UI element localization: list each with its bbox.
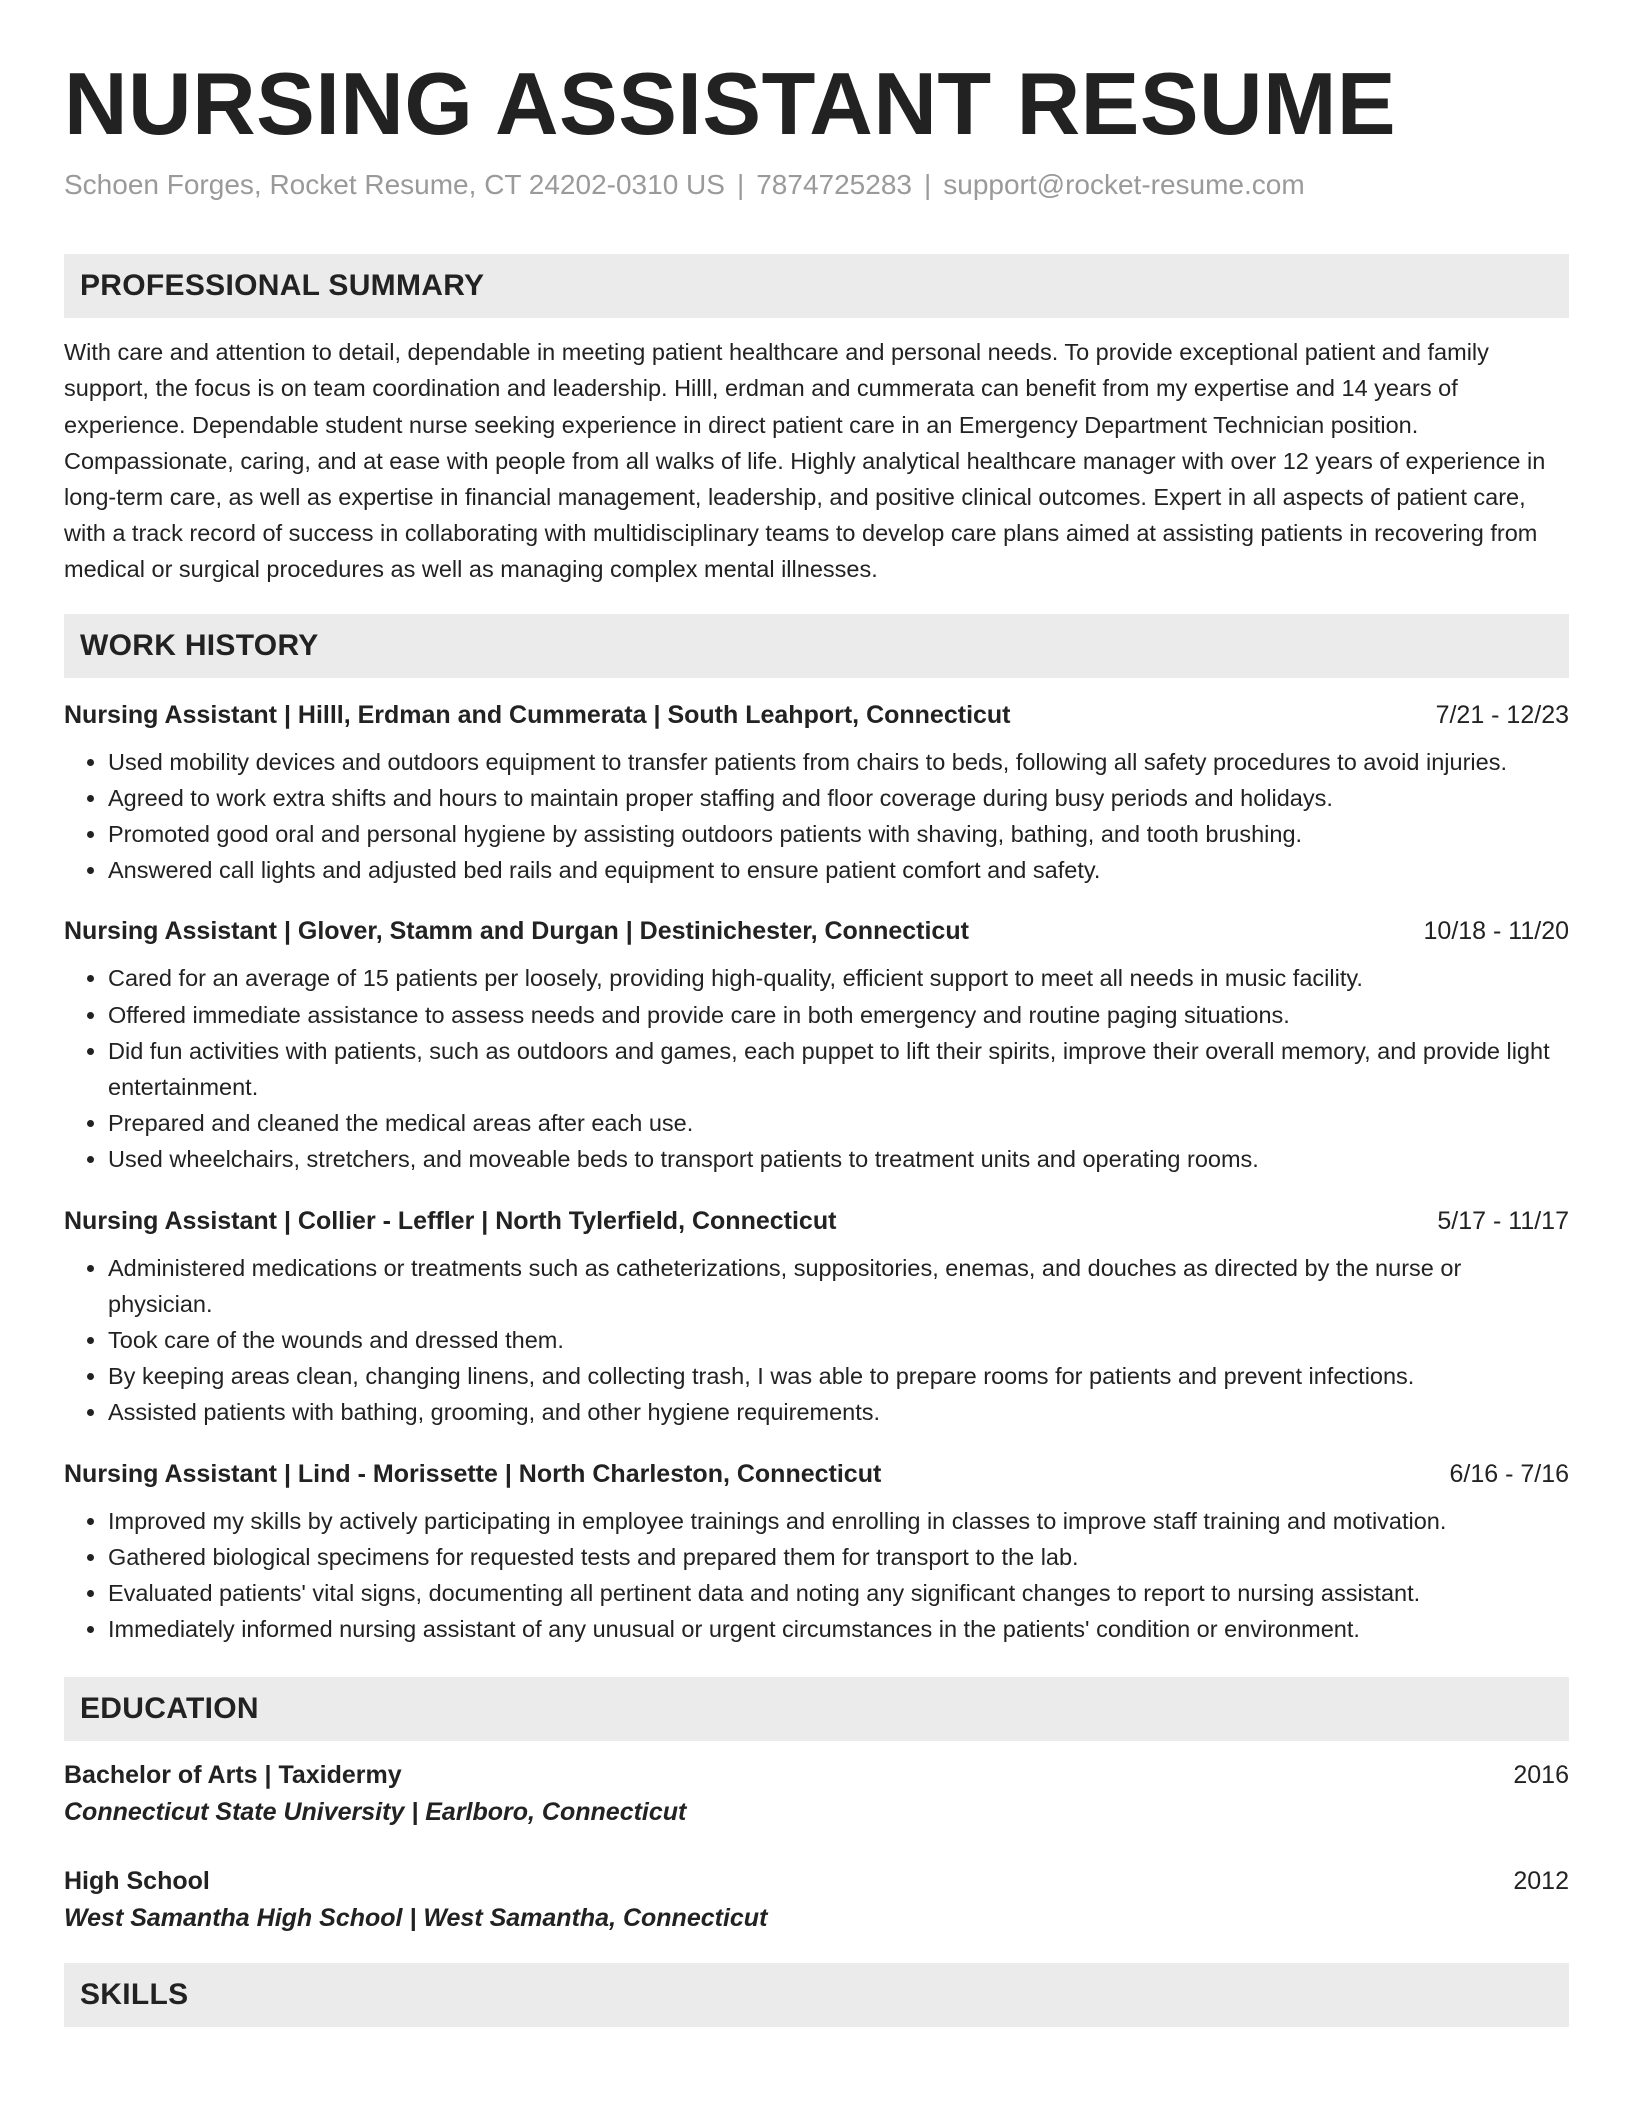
job-bullet: • Answered call lights and adjusted bed rails and equipment to ensure patient comfort and safety. — [108, 852, 1569, 888]
education-header — [64, 1863, 1569, 1899]
job-entry — [64, 1457, 1569, 1648]
job-bullet: • By keeping areas clean, changing linens, and collecting trash, I was able to prepare rooms for patients and prevent infections. — [108, 1358, 1569, 1394]
job-bullet: • Administered medications or treatments such as catheterizations, suppositories, enemas, and douches as directed by the nurse or physician. — [108, 1250, 1569, 1322]
job-header — [64, 1204, 1569, 1238]
resume-page — [64, 0, 1569, 2027]
job-bullet: • Improved my skills by actively participating in employee trainings and enrolling in classes to improve staff training and motivation. — [108, 1503, 1569, 1539]
job-entry — [64, 914, 1569, 1177]
job-bullet: • Did fun activities with patients, such as outdoors and games, each puppet to lift their spirits, improve their overall memory, and provide light entertainment. — [108, 1033, 1569, 1105]
contact-line — [64, 167, 1569, 203]
education-degree: High School — [64, 1867, 210, 1896]
contact-separator: | — [736, 168, 745, 200]
job-title: Nursing Assistant | Collier - Leffler | North Tylerfield, Connecticut — [64, 1206, 837, 1235]
education-header — [64, 1757, 1569, 1793]
job-title: Nursing Assistant | Lind - Morissette | North Charleston, Connecticut — [64, 1459, 882, 1488]
job-bullet: • Agreed to work extra shifts and hours to maintain proper staffing and floor coverage during busy periods and holidays. — [108, 780, 1569, 816]
job-header — [64, 698, 1569, 732]
job-bullet: • Prepared and cleaned the medical areas after each use. — [108, 1105, 1569, 1141]
contact-address: Schoen Forges, Rocket Resume, CT 24202-0310 US — [64, 168, 725, 200]
education-year: 2012 — [1513, 1867, 1569, 1896]
section-header-education: EDUCATION — [64, 1677, 1569, 1741]
job-bullet: • Promoted good oral and personal hygiene by assisting outdoors patients with shaving, bathing, and tooth brushing. — [108, 816, 1569, 852]
section-header-summary: PROFESSIONAL SUMMARY — [64, 254, 1569, 318]
job-bullet: • Took care of the wounds and dressed them. — [108, 1322, 1569, 1358]
job-bullet: • Cared for an average of 15 patients per loosely, providing high-quality, efficient support to meet all needs in music facility. — [108, 960, 1569, 996]
contact-phone: 7874725283 — [756, 168, 912, 200]
job-bullets — [64, 1250, 1569, 1431]
education-school: West Samantha High School | West Samantha, Connecticut — [64, 1904, 768, 1933]
job-bullet: • Evaluated patients' vital signs, documenting all pertinent data and noting any significant changes to report to nursing assistant. — [108, 1575, 1569, 1611]
job-dates: 10/18 - 11/20 — [1423, 917, 1569, 946]
resume-title: NURSING ASSISTANT RESUME — [64, 54, 1397, 153]
summary-text: With care and attention to detail, dependable in meeting patient healthcare and personal needs. To provide exceptional patient and family support, the focus is on team coordination and leadership. Hilll, erdman and cummerata can benefit from my expertise and 14 years of experience. Dependable student nurse seeking experience in direct patient care in an Emergency Department Technician position. Compassionate, caring, and at ease with people from all walks of life. Highly analytical healthcare manager with over 12 years of experience in long-term care, as well as expertise in financial management, leadership, and positive clinical outcomes. Expert in all aspects of patient care, with a track record of success in collaborating with multidisciplinary teams to develop care plans aimed at assisting patients in recovering from medical or surgical procedures as well as managing complex mental illnesses. — [64, 339, 1546, 583]
job-dates: 7/21 - 12/23 — [1435, 700, 1569, 729]
job-title: Nursing Assistant | Glover, Stamm and Durgan | Destinichester, Connecticut — [64, 917, 969, 946]
job-bullets — [64, 744, 1569, 889]
job-bullet: • Used wheelchairs, stretchers, and moveable beds to transport patients to treatment units and operating rooms. — [108, 1141, 1569, 1177]
job-bullet: • Immediately informed nursing assistant of any unusual or urgent circumstances in the patients' condition or environment. — [108, 1611, 1569, 1647]
job-bullets — [64, 1503, 1569, 1648]
contact-separator: | — [923, 168, 932, 200]
job-bullet: • Used mobility devices and outdoors equipment to transfer patients from chairs to beds, following all safety procedures to avoid injuries. — [108, 744, 1569, 780]
job-bullet: • Offered immediate assistance to assess needs and provide care in both emergency and routine paging situations. — [108, 997, 1569, 1033]
job-header — [64, 1457, 1569, 1491]
education-entry — [64, 1863, 1569, 1937]
contact-email: support@rocket-resume.com — [943, 168, 1305, 200]
job-header — [64, 914, 1569, 948]
job-bullets — [64, 960, 1569, 1177]
job-title: Nursing Assistant | Hilll, Erdman and Cummerata | South Leahport, Connecticut — [64, 700, 1011, 729]
job-dates: 5/17 - 11/17 — [1437, 1206, 1569, 1235]
section-header-work-history: WORK HISTORY — [64, 614, 1569, 678]
job-bullet: • Assisted patients with bathing, grooming, and other hygiene requirements. — [108, 1394, 1569, 1430]
education-year: 2016 — [1513, 1761, 1569, 1790]
section-header-skills: SKILLS — [64, 1963, 1569, 2027]
job-entry — [64, 698, 1569, 889]
education-entry — [64, 1757, 1569, 1831]
job-bullet: • Gathered biological specimens for requested tests and prepared them for transport to the lab. — [108, 1539, 1569, 1575]
job-dates: 6/16 - 7/16 — [1449, 1459, 1569, 1488]
job-entry — [64, 1204, 1569, 1431]
education-degree: Bachelor of Arts | Taxidermy — [64, 1761, 402, 1790]
education-school: Connecticut State University | Earlboro, Connecticut — [64, 1798, 687, 1827]
